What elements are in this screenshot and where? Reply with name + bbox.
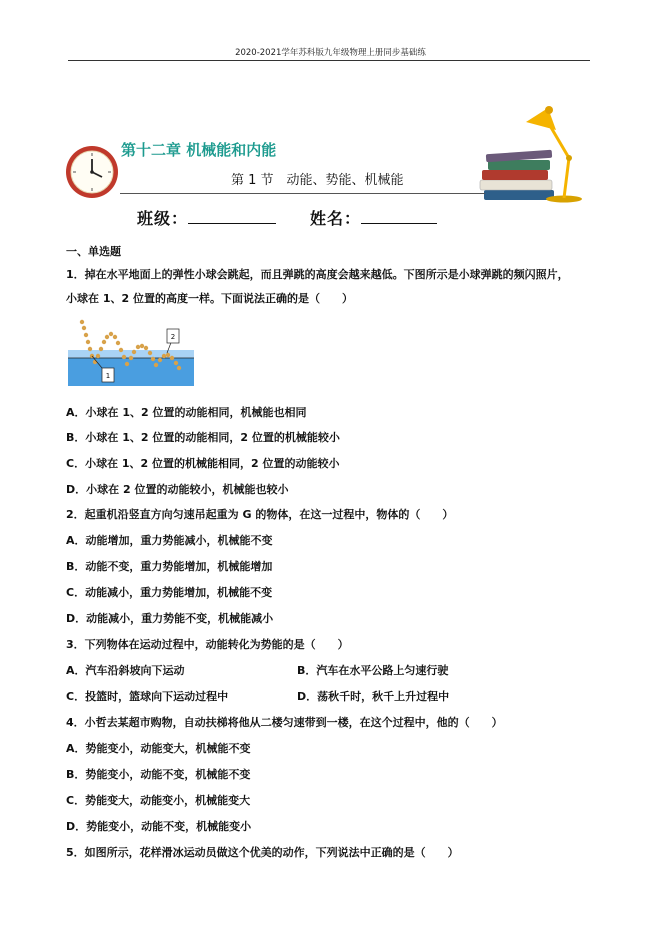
name-field: [310, 206, 437, 229]
question-4-option-c: C．势能变大，动能变小，机械能变大: [66, 794, 251, 807]
bouncing-ball-photo: [68, 316, 194, 386]
banner-divider: [120, 193, 485, 194]
section-heading: 一、单选题: [66, 245, 121, 258]
name-label: 姓名：: [310, 209, 362, 228]
header-divider: [68, 60, 590, 61]
question-3-option-b: B．汽车在水平公路上匀速行驶: [297, 664, 449, 677]
question-4-option-a: A．势能变小，动能变大，机械能不变: [66, 742, 251, 755]
section-title: 第 1 节 动能、势能、机械能: [231, 173, 404, 188]
question-1-option-d: D．小球在 2 位置的动能较小，机械能也较小: [66, 483, 289, 496]
question-4-option-b: B．势能变小，动能不变，机械能不变: [66, 768, 251, 781]
question-3-option-a: A．汽车沿斜坡向下运动: [66, 664, 185, 677]
figure-label-1: 1: [105, 372, 111, 380]
question-2-option-a: A．动能增加，重力势能减小，机械能不变: [66, 534, 273, 547]
question-1-line-2: 小球在 1、2 位置的高度一样。下面说法正确的是（ ）: [66, 292, 353, 305]
class-label: 班级：: [137, 209, 189, 228]
question-2-option-c: C．动能减小，重力势能增加，机械能不变: [66, 586, 273, 599]
question-4-line-1: 4．小哲去某超市购物，自动扶梯将他从二楼匀速带到一楼，在这个过程中，他的（ ）: [66, 716, 503, 729]
running-header: 2020-2021学年苏科版九年级物理上册同步基础练: [235, 48, 426, 58]
books-icon: [480, 150, 554, 200]
question-3-option-d: D．荡秋千时，秋千上升过程中: [297, 690, 450, 703]
question-4-option-d: D．势能变小，动能不变，机械能变小: [66, 820, 252, 833]
question-1-option-c: C．小球在 1、2 位置的机械能相同，2 位置的动能较小: [66, 457, 340, 470]
question-2-line-1: 2．起重机沿竖直方向匀速吊起重为 G 的物体，在这一过程中，物体的（ ）: [66, 508, 454, 521]
clock-icon: [66, 146, 118, 198]
question-1-line-1: 1．掉在水平地面上的弹性小球会跳起，而且弹跳的高度会越来越低。下图所示是小球弹跳的频闪照片，: [66, 268, 569, 281]
question-2-option-d: D．动能减小，重力势能不变，机械能减小: [66, 612, 274, 625]
figure-label-2: 2: [170, 333, 176, 341]
class-field: [137, 206, 276, 229]
class-blank[interactable]: [188, 209, 276, 224]
chapter-title: 第十二章 机械能和内能: [121, 141, 277, 159]
question-1-option-a: A．小球在 1、2 位置的动能相同，机械能也相同: [66, 406, 307, 419]
question-3-line-1: 3．下列物体在运动过程中，动能转化为势能的是（ ）: [66, 638, 349, 651]
question-1-option-b: B．小球在 1、2 位置的动能相同，2 位置的机械能较小: [66, 431, 340, 444]
name-blank[interactable]: [361, 209, 437, 224]
question-5-line-1: 5．如图所示，花样滑冰运动员做这个优美的动作，下列说法中正确的是（ ）: [66, 846, 459, 859]
question-3-option-c: C．投篮时，篮球向下运动过程中: [66, 690, 229, 703]
question-2-option-b: B．动能不变，重力势能增加，机械能增加: [66, 560, 273, 573]
